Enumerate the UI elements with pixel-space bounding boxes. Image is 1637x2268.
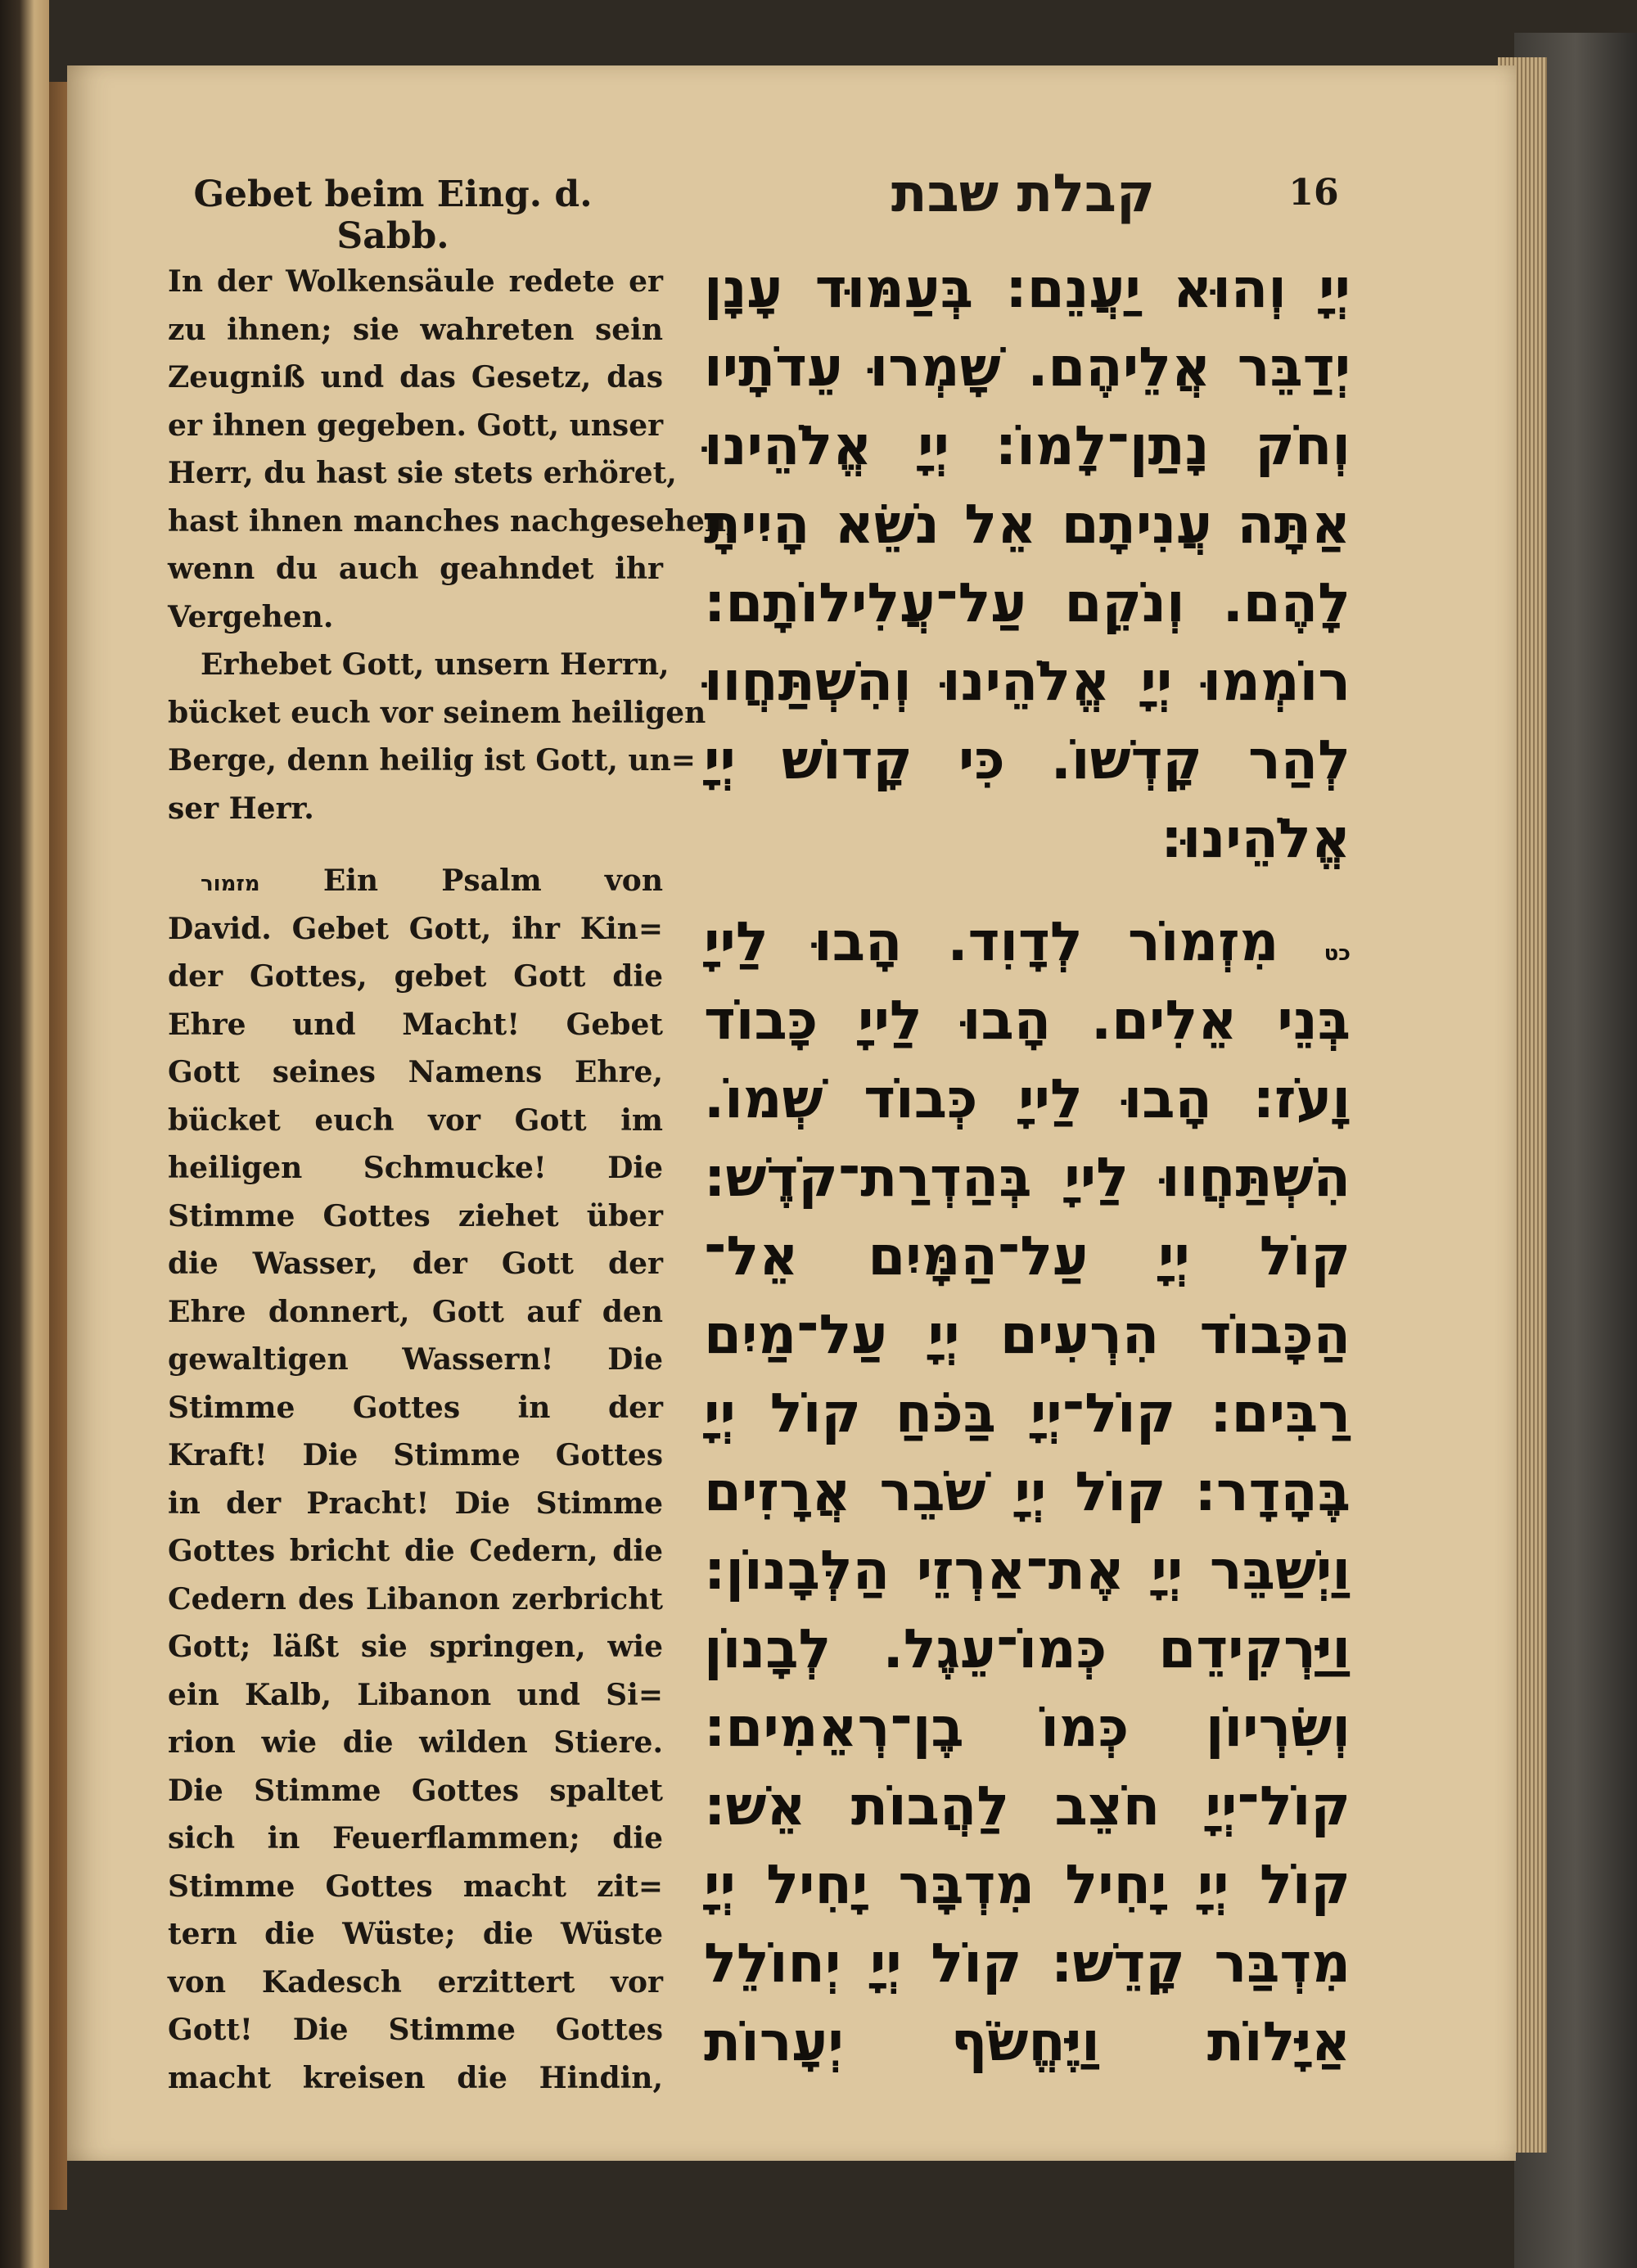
hebrew-line: וְחֹק נָתַן־לָמוֹ: יְיָ אֱלֹהֵינוּ	[704, 414, 1351, 477]
paragraph-spacer	[704, 878, 1351, 903]
german-line: ein Kalb, Libanon und Si=	[168, 1677, 663, 1712]
hebrew-line: רוֹמְמוּ יְיָ אֱלֹהֵינוּ וְהִשְׁתַּחֲווּ	[704, 650, 1351, 713]
page-number: 16	[1288, 172, 1339, 214]
hebrew-line: וָעֹז: הָבוּ לַייָ כְּבוֹד שְׁמוֹ.	[704, 1067, 1351, 1130]
german-line: Berge, denn heilig ist Gott, un=	[168, 743, 696, 778]
hebrew-text-column	[704, 250, 1351, 2081]
german-line: Die Stimme Gottes spaltet	[168, 1773, 663, 1808]
german-line: heiligen Schmucke! Die	[168, 1151, 663, 1185]
hebrew-line: מִזְמוֹר לְדָוִד. הָבוּ לַייָ	[704, 910, 1279, 973]
german-line: tern die Wüste; die Wüste	[168, 1917, 663, 1951]
german-line: Ein Psalm von	[322, 863, 663, 898]
book-spine-left	[0, 0, 49, 2268]
german-line: Stimme Gottes ziehet über	[168, 1198, 663, 1233]
german-line: die Wasser, der Gott der	[168, 1247, 663, 1281]
hebrew-line: אַתָּה עֲנִיתָם אֵל נֹשֵׂא הָיִיתָ	[704, 493, 1351, 556]
hebrew-line: וַיַּרְקִידֵם כְּמוֹ־עֵגֶל. לְבָנוֹן	[704, 1617, 1351, 1680]
german-line: Herr, du hast sie stets erhöret,	[168, 456, 677, 490]
hebrew-line: קוֹל יְיָ עַל־הַמָּיִם אֵל־	[704, 1224, 1351, 1287]
hebrew-line: אֱלֹהֵינוּ:	[1161, 807, 1351, 870]
german-line: Stimme Gottes in der	[168, 1390, 663, 1425]
german-line: bücket euch vor seinem heiligen	[168, 695, 706, 730]
hebrew-line: לָהֶם. וְנֹקֵם עַל־עֲלִילוֹתָם:	[704, 571, 1351, 634]
german-line: rion wie die wilden Stiere.	[168, 1725, 663, 1760]
german-line: sich in Feuerflammen; die	[168, 1821, 663, 1855]
german-line: in der Pracht! Die Stimme	[168, 1486, 663, 1521]
german-line: Cedern des Libanon zerbricht	[168, 1581, 663, 1616]
german-line: von Kadesch erzittert vor	[168, 1964, 663, 2000]
hebrew-line: וְשִׂרְיוֹן כְּמוֹ בֶן־רְאֵמִים:	[704, 1696, 1351, 1759]
psalm-hebrew-label: מזמור	[201, 872, 260, 896]
german-line: Gott; läßt sie springen, wie	[168, 1630, 663, 1664]
german-psalm-heading-line	[168, 857, 663, 905]
german-line: ser Herr.	[168, 791, 314, 826]
german-line: der Gottes, gebet Gott die	[168, 959, 663, 994]
hebrew-line: יְדַבֵּר אֲלֵיהֶם. שָׁמְרוּ עֵדֹתָיו	[704, 336, 1351, 399]
hebrew-line: לְהַר קָדְשׁוֹ. כִּי קָדוֹשׁ יְיָ	[704, 728, 1351, 791]
german-line: er ihnen gegeben. Gott, unser	[168, 408, 664, 443]
german-line: In der Wolkensäule redete er	[168, 264, 663, 299]
hebrew-line: רַבִּים: קוֹל־יְיָ בַּכֹּחַ קוֹל יְיָ	[704, 1382, 1351, 1445]
hebrew-line: הַכָּבוֹד הִרְעִים יְיָ עַל־מַיִם	[704, 1303, 1351, 1366]
german-line: Gottes bricht die Cedern, die	[168, 1534, 663, 1568]
binding-strip	[49, 82, 67, 2210]
german-translation-column	[168, 258, 737, 2102]
hebrew-line: הִשְׁתַּחֲווּ לַייָ בְּהַדְרַת־קֹדֶשׁ:	[704, 1146, 1351, 1209]
hebrew-psalm-heading-line	[704, 903, 1351, 981]
german-line: Gott seines Namens Ehre,	[168, 1055, 663, 1089]
hebrew-line: קוֹל־יְיָ חֹצֵב לַהֲבוֹת אֵשׁ:	[704, 1774, 1351, 1837]
german-line: Vergehen.	[168, 599, 334, 634]
german-line: Gott! Die Stimme Gottes	[168, 2013, 663, 2047]
german-line: Kraft! Die Stimme Gottes	[168, 1438, 663, 1472]
german-line: Zeugniß und das Gesetz, das	[168, 360, 663, 395]
hebrew-line: קוֹל יְיָ יָחִיל מִדְבָּר יָחִיל יְיָ	[704, 1853, 1351, 1916]
german-line: Stimme Gottes macht zit=	[168, 1869, 663, 1904]
hebrew-line: יְיָ וְהוּא יַעֲנֵם: בְּעַמּוּד עָנָן	[704, 257, 1351, 320]
hebrew-line: בְּנֵי אֵלִים. הָבוּ לַייָ כָּבוֹד	[704, 989, 1351, 1052]
hebrew-line: אַיָּלוֹת וַיֶּחֱשֹׂף יְעָרוֹת	[704, 2010, 1351, 2073]
german-line: Erhebet Gott, unsern Herrn,	[201, 647, 670, 682]
hebrew-line: וַיְשַׁבֵּר יְיָ אֶת־אַרְזֵי הַלְּבָנוֹן:	[704, 1539, 1351, 1602]
german-line: gewaltigen Wassern! Die	[168, 1342, 663, 1377]
hebrew-line: בֶּהָדָר: קוֹל יְיָ שֹׁבֵר אֲרָזִים	[704, 1460, 1351, 1523]
german-line: macht kreisen die Hindin,	[168, 2060, 663, 2095]
german-line: hast ihnen manches nachgesehen,	[168, 503, 737, 539]
german-line: zu ihnen; sie wahreten sein	[168, 312, 663, 347]
german-running-header: Gebet beim Eing. d. Sabb.	[193, 174, 593, 257]
german-line: Ehre donnert, Gott auf den	[168, 1294, 663, 1329]
hebrew-line: מִדְבַּר קָדֵשׁ: קוֹל יְיָ יְחוֹלֵל	[704, 1932, 1351, 1995]
german-line: David. Gebet Gott, ihr Kin=	[168, 911, 663, 946]
paragraph-spacer	[168, 832, 663, 857]
german-line: Ehre und Macht! Gebet	[168, 1007, 663, 1042]
hebrew-running-header: קבלת שבת	[891, 164, 1156, 224]
psalm-number: כט	[1324, 941, 1351, 966]
german-line: bücket euch vor Gott im	[168, 1102, 663, 1138]
german-line: wenn du auch geahndet ihr	[168, 552, 663, 586]
